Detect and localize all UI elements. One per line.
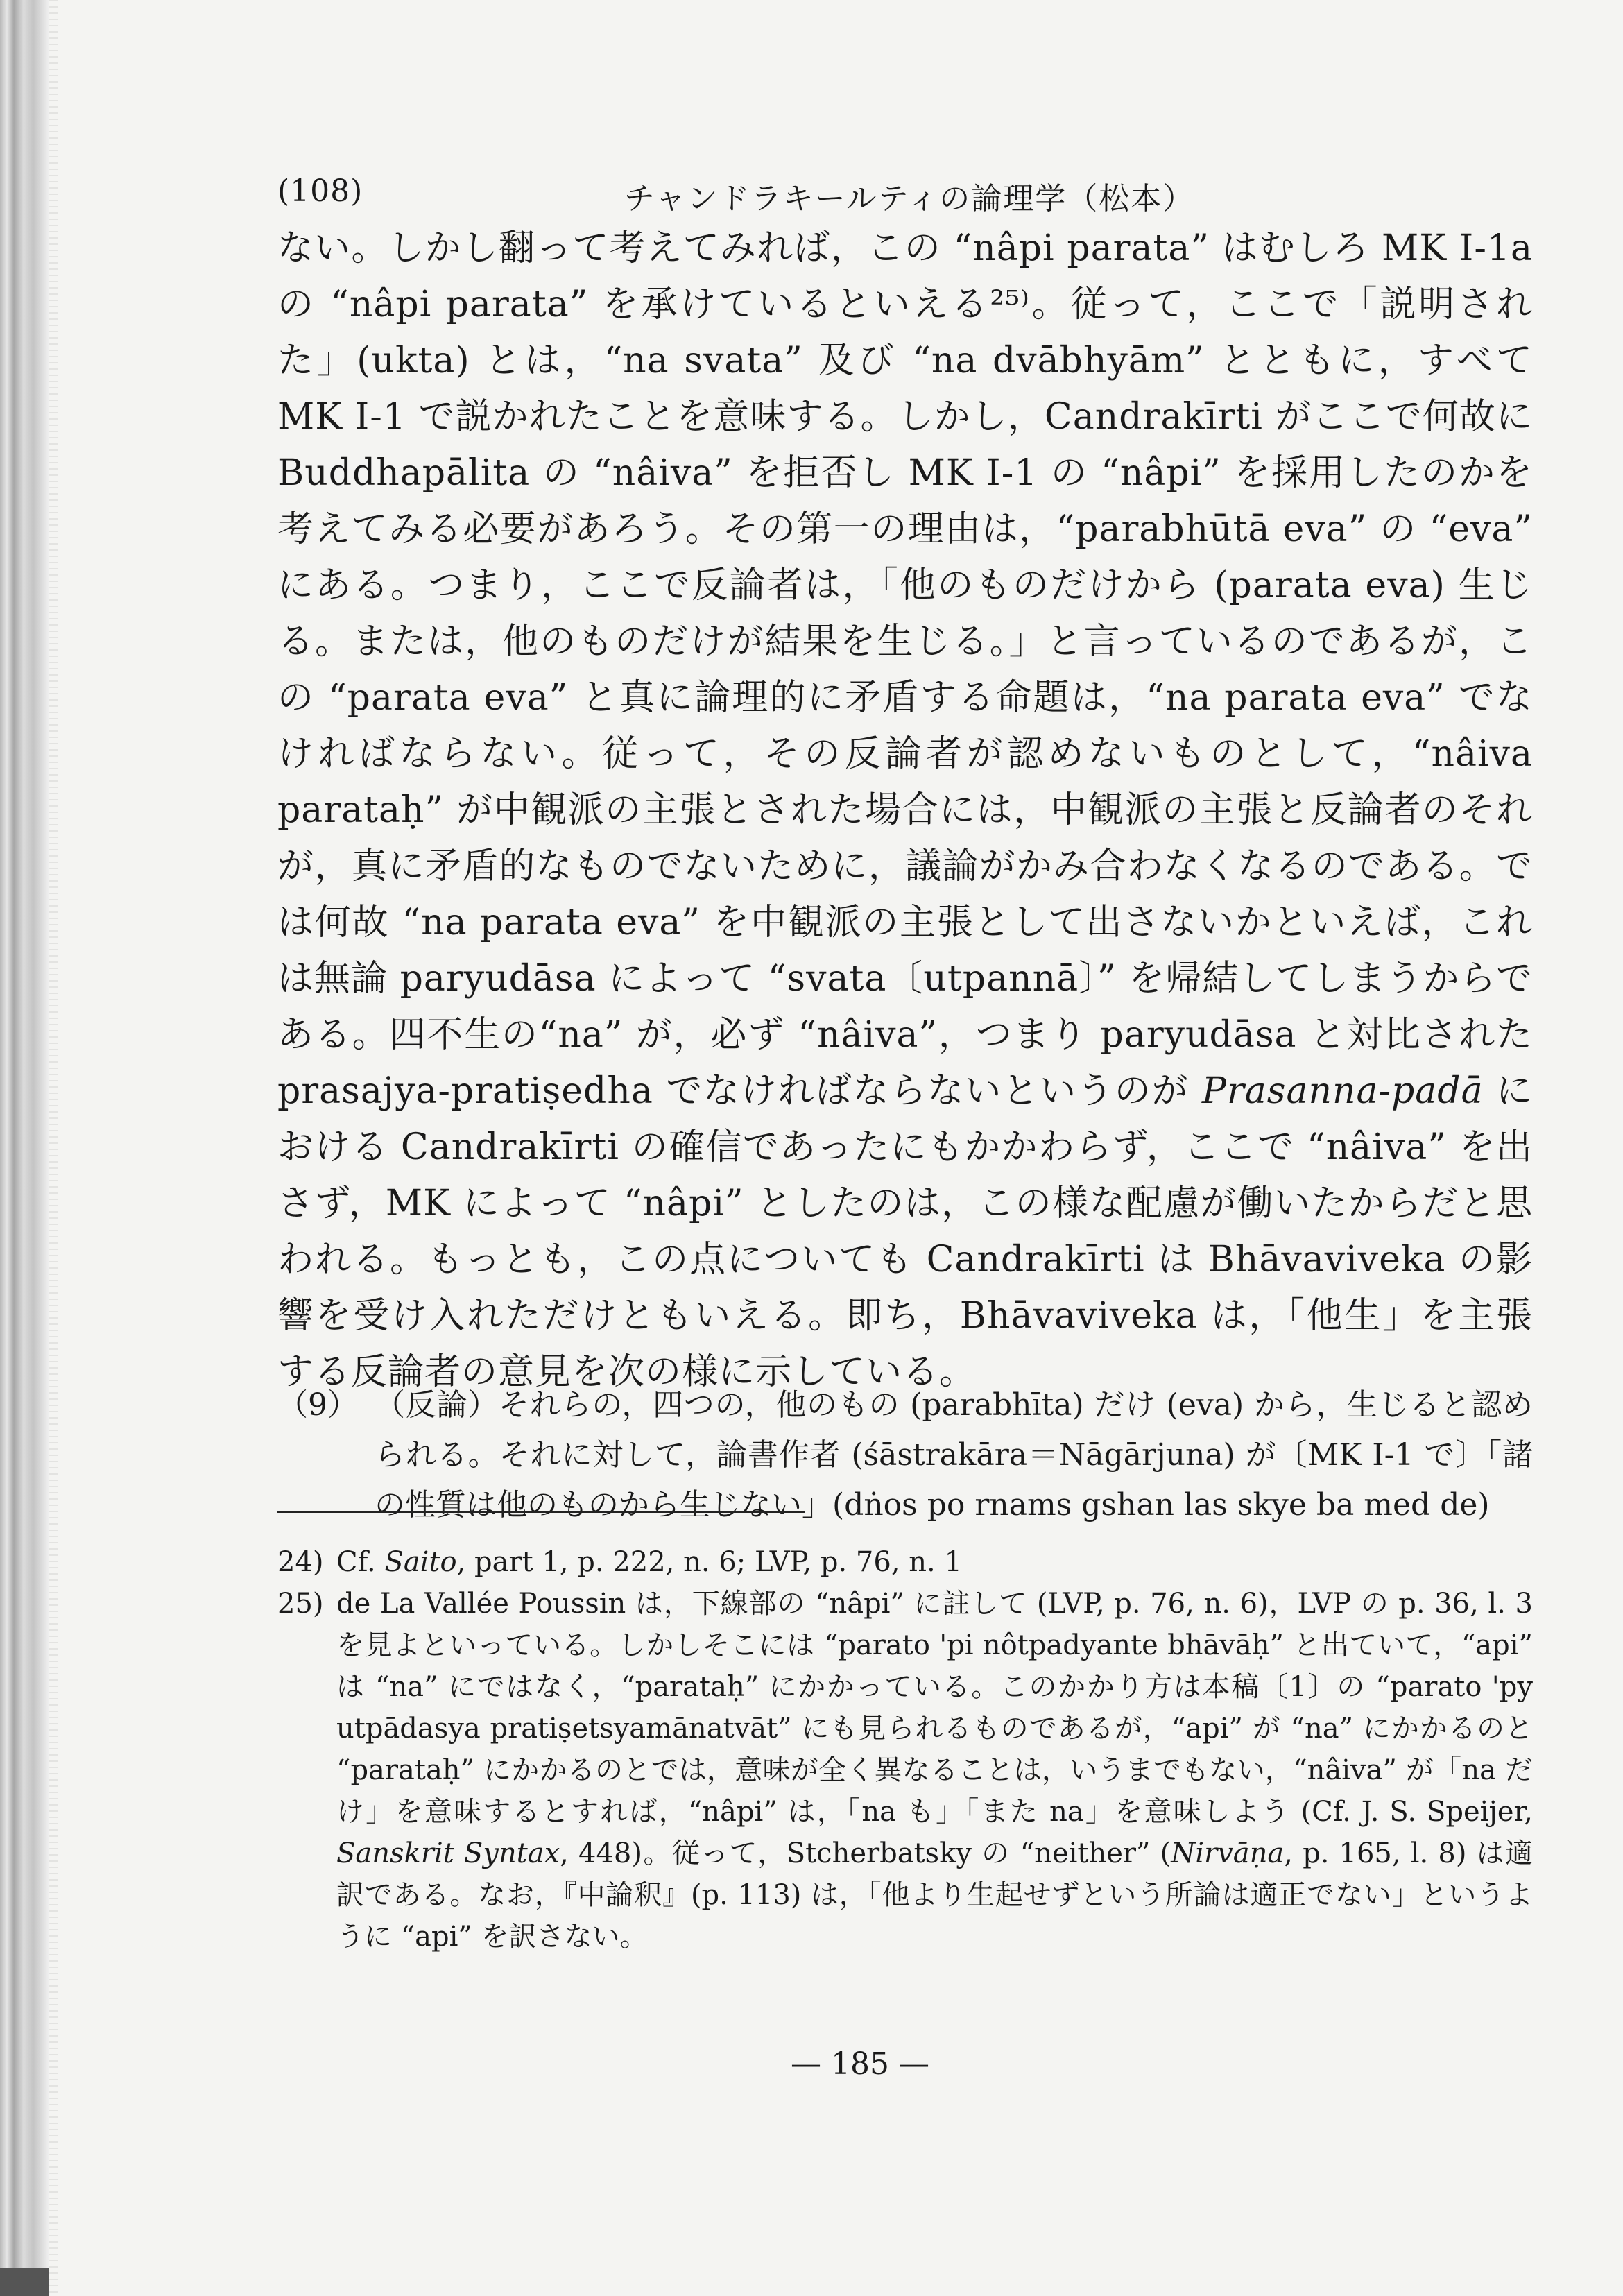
italic-title: Prasanna-padā	[1201, 1070, 1484, 1112]
example-text: （反論）それらの，四つの，他のもの (parabhīta) だけ (eva) から，生じると認められる。それに対して，論書作者 (śāstrakāra＝Nāgārjuna) が〔MK I-1 で〕「諸の性質は他のものから生じない」(dṅos po rnams gshan las skye ba med de)	[375, 1387, 1533, 1523]
example-number: （9）	[277, 1387, 358, 1423]
footnote-number: 25)	[277, 1588, 324, 1620]
footnote-24	[277, 1541, 1533, 1583]
scan-corner-edge	[0, 2268, 49, 2296]
main-paragraph	[277, 221, 1533, 1400]
footnote-25	[277, 1583, 1533, 1957]
binding-shadow	[49, 0, 58, 2296]
footnote-text	[336, 1541, 1533, 1583]
paragraph-text-end: における Candrakīrti の確信であったにもかかわらず，ここで “nâiva” を出さず，MK によって “nâpi” としたのは，この様な配慮が働いたからだと思われる。もっとも，この点についても Candrakīrti は Bhāvaviveka の影響を受け入れただけともいえる。即ち，Bhāvaviveka は，「他生」を主張する反論者の意見を次の様に示している。	[277, 1070, 1534, 1393]
paragraph-text: ない。しかし翻って考えてみれば，この “nâpi parata” はむしろ MK I-1a の “nâpi parata” を承けているといえる²⁵⁾。従って，ここで「説明された」(ukta) とは，“na svata” 及び “na dvābhyām” とともに，すべて MK I-1 で説かれたことを意味する。しかし，Candrakīrti がここで何故に Buddhapālita の “nâiva” を拒否し MK I-1 の “nâpi” を採用したのかを考えてみる必要があろう。その第一の理由は，“parabhūtā eva” の “eva” にある。つまり，ここで反論者は，「他のものだけから (parata eva) 生じる。または，他のものだけが結果を生じる。」と言っているのであるが，この “parata eva” と真に論理的に矛盾する命題は，“na parata eva” でなければならない。従って，その反論者が認めないものとして，“nâiva parataḥ” が中観派の主張とされた場合には，中観派の主張と反論者のそれが，真に矛盾的なものでないために，議論がかみ合わなくなるのである。では何故 “na parata eva” を中観派の主張として出さないかといえば，これは無論 paryudāsa によって “svata〔utpannā〕” を帰結してしまうからである。四不生の“na” が，必ず “nâiva”，つまり paryudāsa と対比された prasajya-pratiṣedha でなければならないというのが	[277, 228, 1533, 1112]
running-title: チャンドラキールティの論理学（松本）	[624, 181, 1195, 216]
footnote-rule	[277, 1511, 805, 1513]
footnote-text-a: Cf.	[336, 1546, 385, 1578]
footnote-number: 24)	[277, 1546, 324, 1578]
footnote-italic-a: Sanskrit Syntax	[336, 1837, 560, 1869]
footnote-text-a: de La Vallée Poussin は，下線部の “nâpi” に註して (LVP, p. 76, n. 6)，LVP の p. 36, l. 3 を見よといっている。しかしそこには “parato 'pi nôtpadyante bhāvāḥ” と出ていて，“api” は “na” にではなく，“parataḥ” にかかっている。このかかり方は本稿〔1〕の “parato 'py utpādasya pratiṣetsyamānatvāt” にも見られるものであるが，“api” が “na” にかかるのと “parataḥ” にかかるのとでは，意味が全く異なることは，いうまでもない，“nâiva” が「na だけ」を意味するとすれば，“nâpi” は，「na も」「また na」を意味しよう (Cf. J. S. Speijer,	[336, 1588, 1533, 1828]
page-number: — 185 —	[791, 2046, 929, 2082]
footnotes	[277, 1541, 1533, 1957]
footnote-italic-a: Saito	[384, 1546, 457, 1578]
page-reference: (108)	[277, 173, 363, 209]
body-paragraph	[277, 221, 1533, 1400]
footnote-text-b: , part 1, p. 222, n. 6; LVP, p. 76, n. 1	[456, 1546, 962, 1578]
footnote-text-b: , 448)。従って，Stcherbatsky の “neither” (	[560, 1837, 1171, 1869]
footnote-italic-b: Nirvāṇa	[1171, 1837, 1285, 1869]
footnote-text-c: , p. 165, l. 8) は適訳である。なお，『中論釈』(p. 113) は，「他より生起せずという所論は適正でない」というように “api” を訳さない。	[336, 1837, 1534, 1953]
page-binding-edge	[0, 0, 49, 2296]
footnote-text	[336, 1583, 1533, 1957]
page-header	[277, 173, 1540, 222]
